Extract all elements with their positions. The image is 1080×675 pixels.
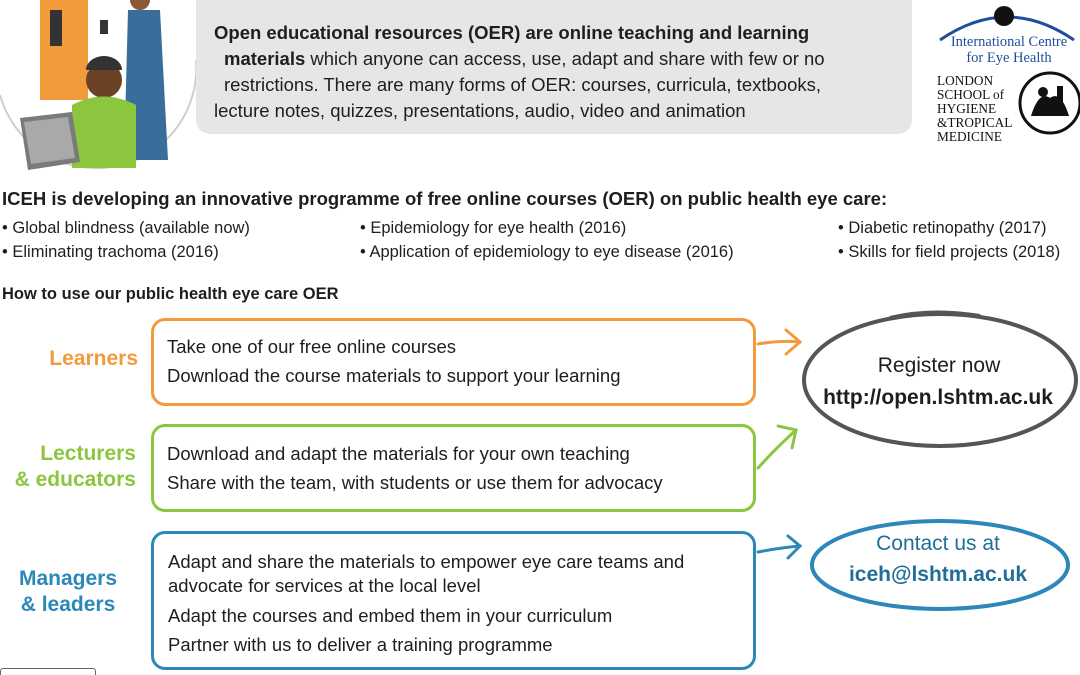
intro-line-3: restrictions. There are many forms of OER: courses, curricula, textbooks, [224,74,822,95]
iceh-logo-line-1: International Centre [950,34,1068,50]
arrow-up-right-icon [758,426,796,468]
role-label-line: Learners [49,347,138,370]
course-item: • Skills for field projects (2018) [838,243,1061,261]
arrow-right-icon [758,330,800,354]
courses-headline: ICEH is developing an innovative programme of free online courses (OER) on public health eye care: [2,188,888,209]
arrow-right-icon [758,536,800,558]
role-label-managers [0,566,136,618]
lshtm-line-1: LONDON [937,73,994,88]
lshtm-logo-text [937,74,1017,144]
intro-text [214,20,894,124]
learners-line: Download the course materials to support your learning [167,365,621,386]
role-label-learners [0,346,138,372]
course-item: • Eliminating trachoma (2016) [2,243,219,261]
iceh-logo-text [936,34,1080,66]
how-to-heading: How to use our public health eye care OER [2,285,339,303]
managers-line: Partner with us to deliver a training programme [168,634,553,655]
lecturers-box [151,424,756,512]
contact-label: Contact us at [876,532,1000,555]
lshtm-line-2: SCHOOL of [937,87,1005,102]
learners-line: Take one of our free online courses [167,336,456,357]
role-label-line: Managers [18,567,118,590]
role-label-lecturers [0,441,136,493]
register-label: Register now [877,354,1001,377]
lecturers-line: Download and adapt the materials for your own teaching [167,443,630,464]
role-label-line: & leaders [20,593,116,616]
lshtm-line-5: MEDICINE [937,129,1002,144]
intro-line-2-bold: materials [224,48,306,69]
course-item: • Epidemiology for eye health (2016) [360,219,627,237]
people-illustration [0,0,200,170]
course-item: • Global blindness (available now) [2,219,250,237]
managers-line: Adapt the courses and embed them in your curriculum [168,605,613,626]
intro-line-1: Open educational resources (OER) are online teaching and learning [214,22,810,43]
intro-line-2: which anyone can access, use, adapt and share with few or no [305,48,825,69]
lecturers-line: Share with the team, with students or use them for advocacy [167,472,663,493]
lshtm-line-3: HYGIENE [937,101,997,116]
lshtm-line-4: &TROPICAL [937,115,1013,130]
lshtm-seal-icon [1017,68,1080,138]
contact-email-link[interactable]: iceh@lshtm.ac.uk [848,563,1028,586]
bottom-edge-fragment [0,668,96,675]
register-oval [804,314,1076,446]
managers-line: advocate for services at the local level [168,575,481,596]
course-item: • Diabetic retinopathy (2017) [838,219,1047,237]
intro-line-4: lecture notes, quizzes, presentations, audio, video and animation [214,100,746,121]
role-label-line: Lecturers [40,442,136,465]
register-url-link[interactable]: http://open.lshtm.ac.uk [823,386,1053,409]
course-item: • Application of epidemiology to eye disease (2016) [360,243,734,261]
learners-box [151,318,756,406]
role-label-line: & educators [14,468,136,491]
managers-line: Adapt and share the materials to empower eye care teams and [168,551,685,572]
iceh-logo-line-2: for Eye Health [966,50,1052,66]
